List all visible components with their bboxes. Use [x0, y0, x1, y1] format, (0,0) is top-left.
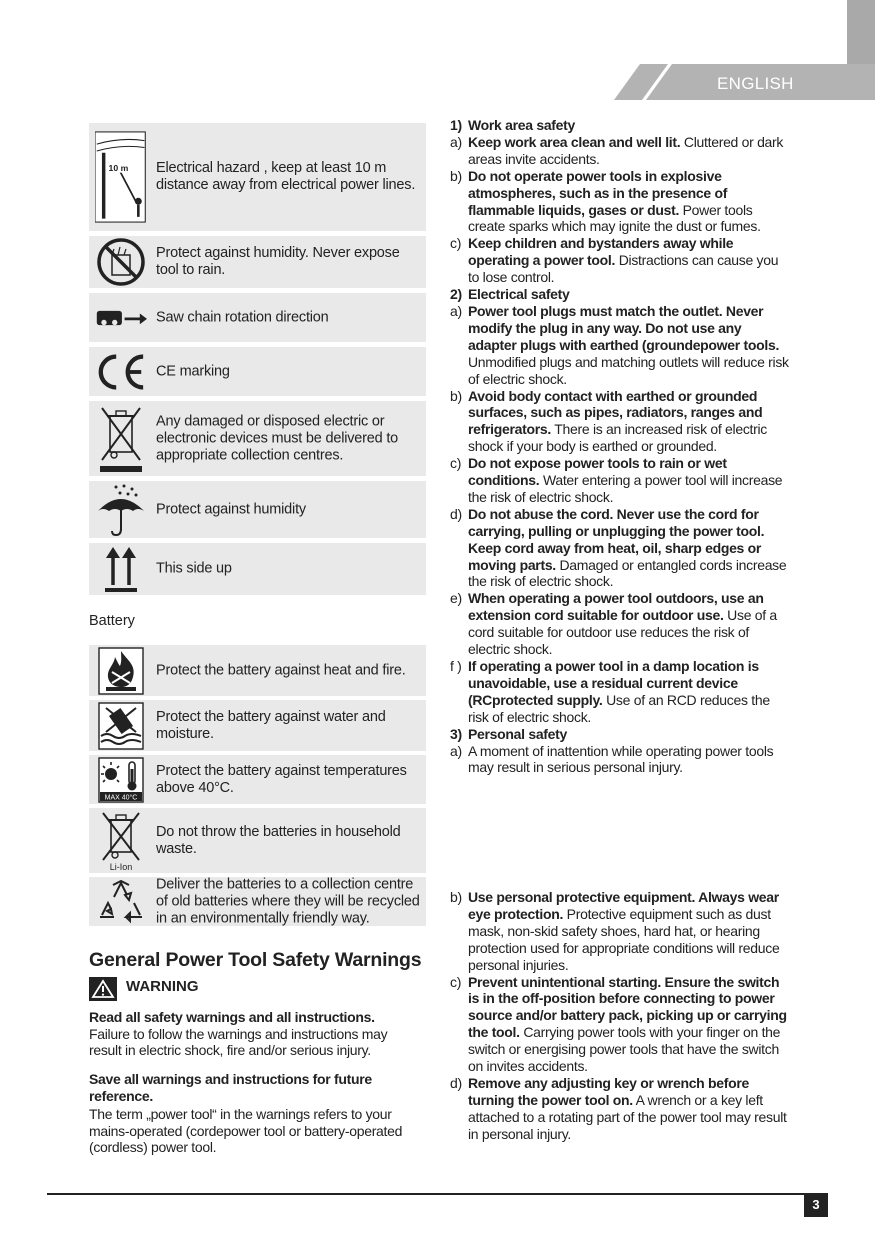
section-heading-personal: 3) Personal safety [450, 725, 567, 742]
header-corner-tab [847, 0, 875, 64]
symbol-text: Deliver the batteries to a collection centre of old batteries where they will be recycled in an environmentally friendly way. [156, 876, 420, 926]
list-item: a) A moment of inattention while operating power tools may result in serious personal injury. [450, 742, 774, 776]
symbol-text: Protect against humidity. Never expose tool to rain. [156, 245, 400, 278]
distance-badge: 10 m [108, 162, 129, 173]
paragraph-bold: Read all safety warnings and all instructions. [89, 1009, 375, 1025]
page-number: 3 [804, 1193, 828, 1217]
list-item: a) Power tool plugs must match the outlet. Never modify the plug in any way. Do not use any adapter plugs with earthed (groundepower tools. Unmodified plugs and matching outlets will reduce risk of electric shock. [450, 302, 789, 387]
list-item: b) Do not operate power tools in explosive atmospheres, such as in the presence of flammable liquids, gases or dust. Power tools create sparks which may ignite the dust or fumes. [450, 167, 761, 235]
symbol-text: Protect the battery against temperatures above 40°C. [156, 762, 407, 796]
paragraph-text: Failure to follow the warnings and instructions may result in electric shock, fire and/or serious injury. [89, 1025, 388, 1058]
list-item: f ) If operating a power tool in a damp location is unavoidable, use a residual current device (RCprotected supply. Use of an RCD reduces the risk of electric shock. [450, 658, 770, 725]
symbol-text: This side up [156, 560, 232, 577]
general-paragraph-1 [89, 1009, 419, 1059]
symbol-row-side-up [89, 543, 426, 595]
weee-bin-icon [95, 404, 147, 474]
no-rain-icon [95, 237, 147, 287]
symbol-row-battery-fire [89, 645, 426, 696]
temperature-badge: MAX 40°C [104, 794, 138, 801]
fire-icon [95, 647, 147, 695]
umbrella-icon [95, 483, 147, 537]
symbol-row-rain [89, 236, 426, 288]
temperature-icon [95, 757, 147, 803]
symbol-text: Protect the battery against heat and fire. [156, 662, 406, 678]
chain-rotation-icon [95, 306, 147, 330]
symbol-row-umbrella [89, 481, 426, 538]
section-heading-electrical: 2) Electrical safety [450, 286, 570, 303]
symbol-text: Any damaged or disposed electric or electronic devices must be delivered to appropriate collection centres. [156, 413, 399, 463]
list-item: b) Use personal protective equipment. Always wear eye protection. Protective equipment such as dust mask, non-skid safety shoes, hard hat, or hearing protection used for appropriate conditions will reduce personal injuries. [450, 889, 780, 973]
list-item: c) Do not expose power tools to rain or wet conditions. Water entering a power tool will increase the risk of electric shock. [450, 455, 783, 505]
list-item: b) Avoid body contact with earthed or grounded surfaces, such as pipes, radiators, ranges and refrigerators. There is an increased risk of electric shock if your body is earthed or grounded. [450, 387, 767, 455]
symbol-text: Saw chain rotation direction [156, 309, 329, 325]
section-heading-work-area: 1) Work area safety [450, 117, 576, 133]
list-item: e) When operating a power tool outdoors, use an extension cord suitable for outdoor use. Use of a cord suitable for outdoor use reduces the risk of electric shock. [450, 590, 777, 658]
symbol-row-power-lines [89, 123, 426, 231]
power-line-distance-icon [95, 125, 147, 229]
general-paragraph-2: Save all warnings and instructions for future reference. [89, 1071, 372, 1104]
symbol-text: Electrical hazard , keep at least 10 m distance away from electrical power lines. [156, 160, 416, 193]
symbol-row-battery-water [89, 700, 426, 751]
general-paragraph-3: The term „power tool“ in the warnings refers to your mains-operated (cordepower tool or battery-operated (cordless) power tool. [89, 1106, 403, 1155]
list-item: c) Prevent unintentional starting. Ensure the switch is in the off-position before connecting to power source and/or battery pack, picking up or carrying the tool. Carrying power tools with your finger on the switch or energising power tools that have the switch on invites accidents. [450, 973, 787, 1075]
water-icon [95, 702, 147, 750]
safety-list-upper [450, 117, 790, 776]
symbol-text: Protect against humidity [156, 501, 306, 517]
warning-triangle-icon [89, 977, 117, 1001]
list-item: a) Keep work area clean and well lit. Cluttered or dark areas invite accidents. [450, 133, 784, 167]
symbol-row-ce [89, 347, 426, 396]
this-side-up-icon [95, 545, 147, 593]
section-title: General Power Tool Safety Warnings [89, 949, 422, 971]
list-item: c) Keep children and bystanders away while operating a power tool. Distractions can cause you to lose control. [450, 235, 779, 286]
recycle-icon [95, 879, 147, 925]
symbol-text: CE marking [156, 363, 230, 379]
symbol-row-weee [89, 401, 426, 476]
safety-list-lower [450, 889, 790, 1143]
list-item: d) Remove any adjusting key or wrench before turning the power tool on. A wrench or a key left attached to a rotating part of the power tool may result in personal injury. [450, 1074, 787, 1142]
list-item: d) Do not abuse the cord. Never use the cord for carrying, pulling or unplugging the power tool. Keep cord away from heat, oil, sharp edges or moving parts. Damaged or entangled cords increase the risk of electric shock. [450, 505, 787, 590]
li-ion-label: Li-Ion [109, 861, 133, 872]
warning-label: WARNING [126, 978, 199, 995]
footer-divider [47, 1193, 827, 1195]
battery-heading: Battery [89, 613, 135, 629]
symbol-text: Protect the battery against water and moisture. [156, 708, 386, 742]
language-label: ENGLISH [717, 74, 794, 93]
symbol-row-battery-temperature [89, 755, 426, 804]
symbol-row-battery-waste [89, 808, 426, 873]
symbol-row-battery-recycle [89, 877, 426, 926]
ce-mark-icon [95, 352, 147, 392]
symbol-row-chain [89, 293, 426, 342]
symbol-text: Do not throw the batteries in household waste. [156, 823, 401, 857]
li-ion-bin-icon [95, 810, 147, 872]
